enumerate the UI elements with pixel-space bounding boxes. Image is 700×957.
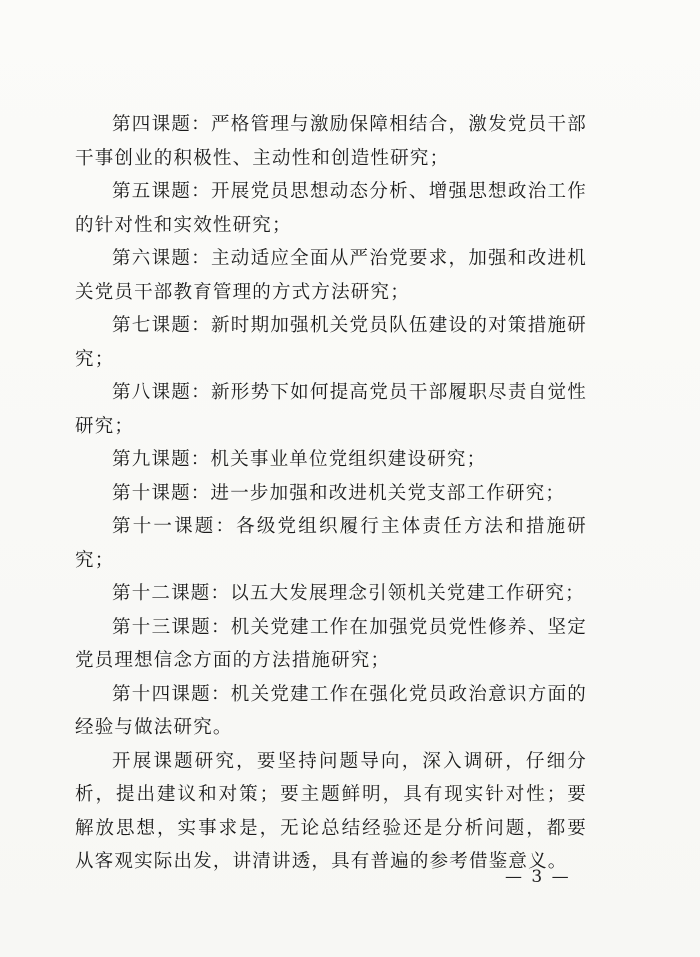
topic-11: 第十一课题：各级党组织履行主体责任方法和措施研究；: [75, 516, 587, 571]
topic-8: 第八课题：新形势下如何提高党员干部履职尽责自觉性研究；: [75, 382, 587, 437]
topic-13: 第十三课题：机关党建工作在加强党员党性修养、坚定党员理想信念方面的方法措施研究；: [75, 616, 587, 671]
topic-12: 第十二课题：以五大发展理念引领机关党建工作研究；: [112, 583, 585, 604]
page-number: — 3 —: [505, 867, 571, 887]
topic-14: 第十四课题：机关党建工作在强化党员政治意识方面的经验与做法研究。: [75, 683, 587, 738]
closing-paragraph: 开展课题研究，要坚持问题导向，深入调研，仔细分析，提出建议和对策；要主题鲜明，具有现实针对性；要解放思想，实事求是，无论总结经验还是分析问题，都要从客观实际出发，讲清讲透，具有普遍的参考借鉴意义。: [75, 750, 587, 872]
topic-4: 第四课题：严格管理与激励保障相结合，激发党员干部干事创业的积极性、主动性和创造性研究；: [75, 114, 587, 169]
topic-10: 第十课题：进一步加强和改进机关党支部工作研究；: [112, 482, 566, 504]
topic-9: 第九课题：机关事业单位党组织建设研究；: [112, 449, 487, 470]
topic-6: 第六课题：主动适应全面从严治党要求，加强和改进机关党员干部教育管理的方式方法研究；: [75, 248, 587, 303]
topic-7: 第七课题：新时期加强机关党员队伍建设的对策措施研究；: [75, 315, 587, 370]
document-body: [75, 108, 587, 879]
topic-5: 第五课题：开展党员思想动态分析、增强思想政治工作的针对性和实效性研究；: [75, 181, 587, 236]
